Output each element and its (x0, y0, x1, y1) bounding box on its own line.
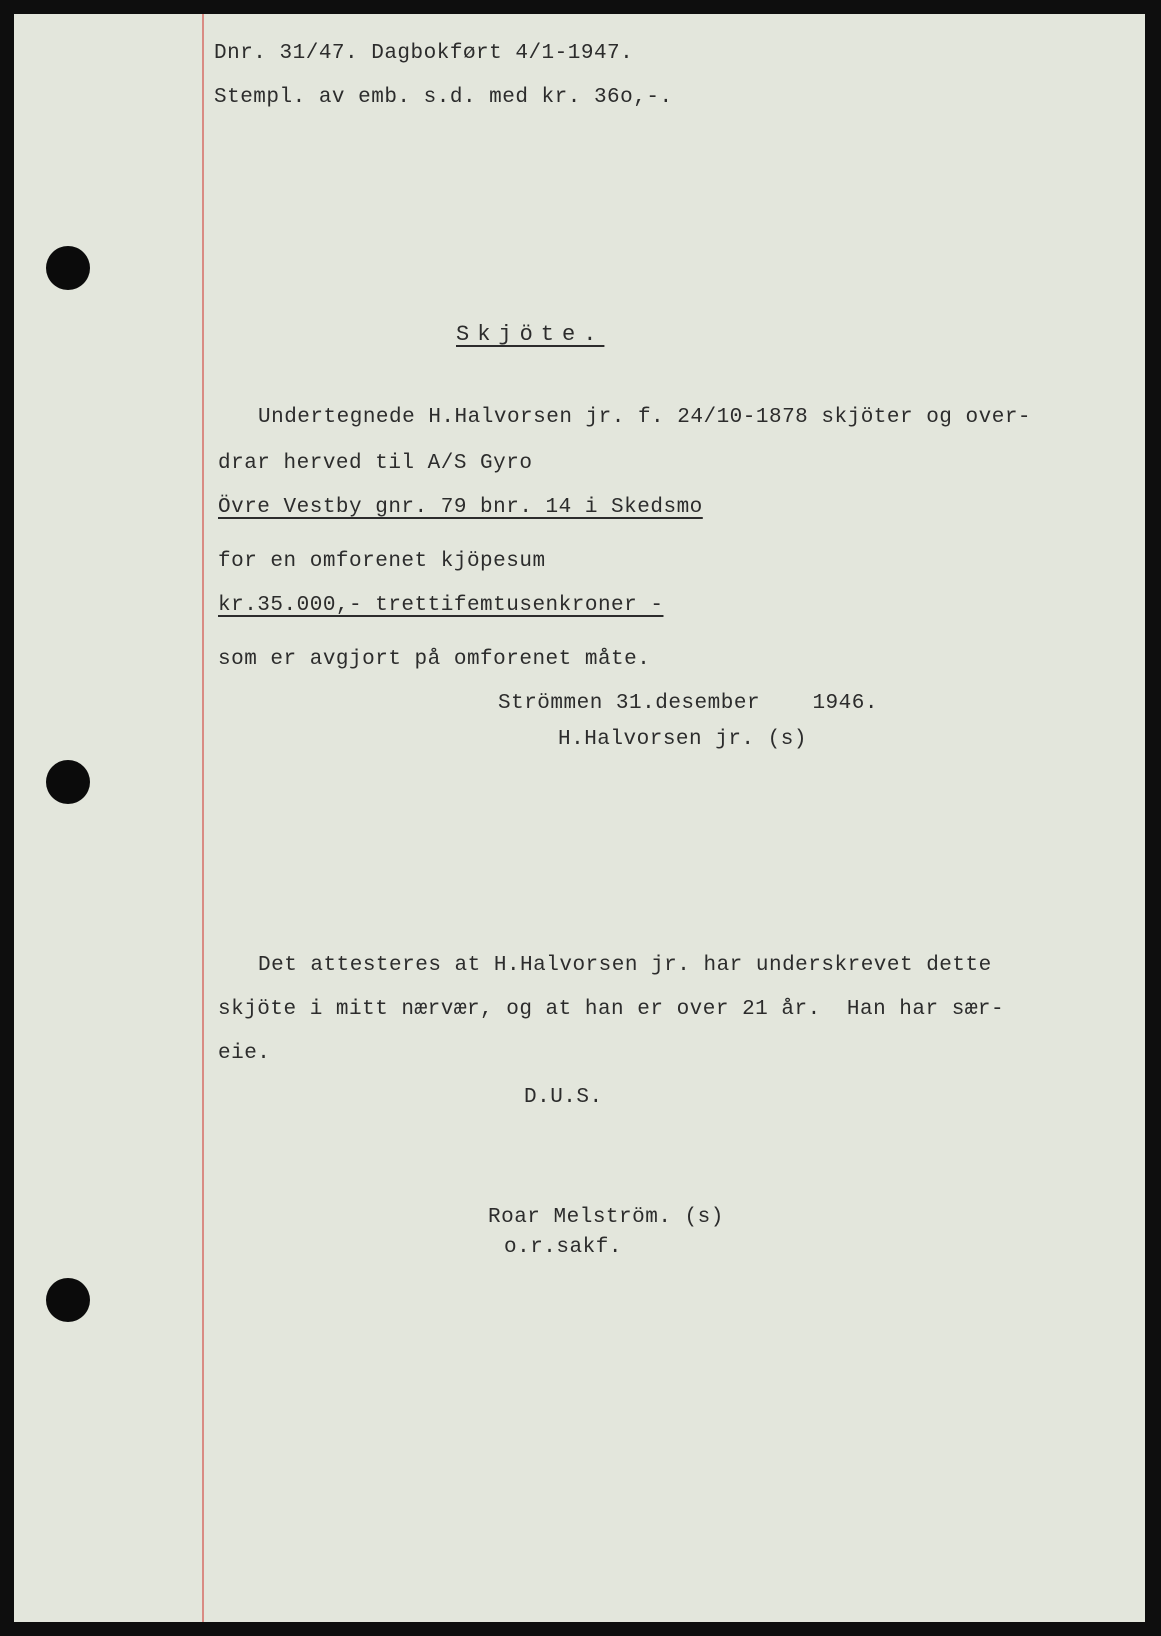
body-line-3: Övre Vestby gnr. 79 bnr. 14 i Skedsmo (218, 496, 703, 519)
signatory-name: H.Halvorsen jr. (s) (558, 728, 807, 751)
punch-hole (46, 760, 90, 804)
document-title: Skjöte. (456, 322, 605, 347)
header-line-1: Dnr. 31/47. Dagbokført 4/1-1947. (214, 42, 634, 65)
body-line-1: Undertegnede H.Halvorsen jr. f. 24/10-1878 skjöter og over- (258, 406, 1032, 429)
body-line-5: kr.35.000,- trettifemtusenkroner - (218, 594, 664, 617)
body-line-6: som er avgjort på omforenet måte. (218, 648, 651, 671)
body-line-4: for en omforenet kjöpesum (218, 550, 546, 573)
attestation-line-1: Det attesteres at H.Halvorsen jr. har underskrevet dette (258, 954, 992, 977)
document-page (14, 14, 1145, 1622)
header-line-2: Stempl. av emb. s.d. med kr. 36o,-. (214, 86, 673, 109)
punch-hole (46, 1278, 90, 1322)
body-line-2: drar herved til A/S Gyro (218, 452, 533, 475)
witness-title: o.r.sakf. (504, 1236, 622, 1259)
margin-line (202, 14, 204, 1622)
witness-name: Roar Melström. (s) (488, 1206, 724, 1229)
attestation-line-2: skjöte i mitt nærvær, og at han er over 21 år. Han har sær- (218, 998, 1005, 1021)
attestation-line-4: D.U.S. (524, 1086, 603, 1109)
place-date: Strömmen 31.desember 1946. (498, 692, 878, 715)
attestation-line-3: eie. (218, 1042, 271, 1065)
punch-hole (46, 246, 90, 290)
